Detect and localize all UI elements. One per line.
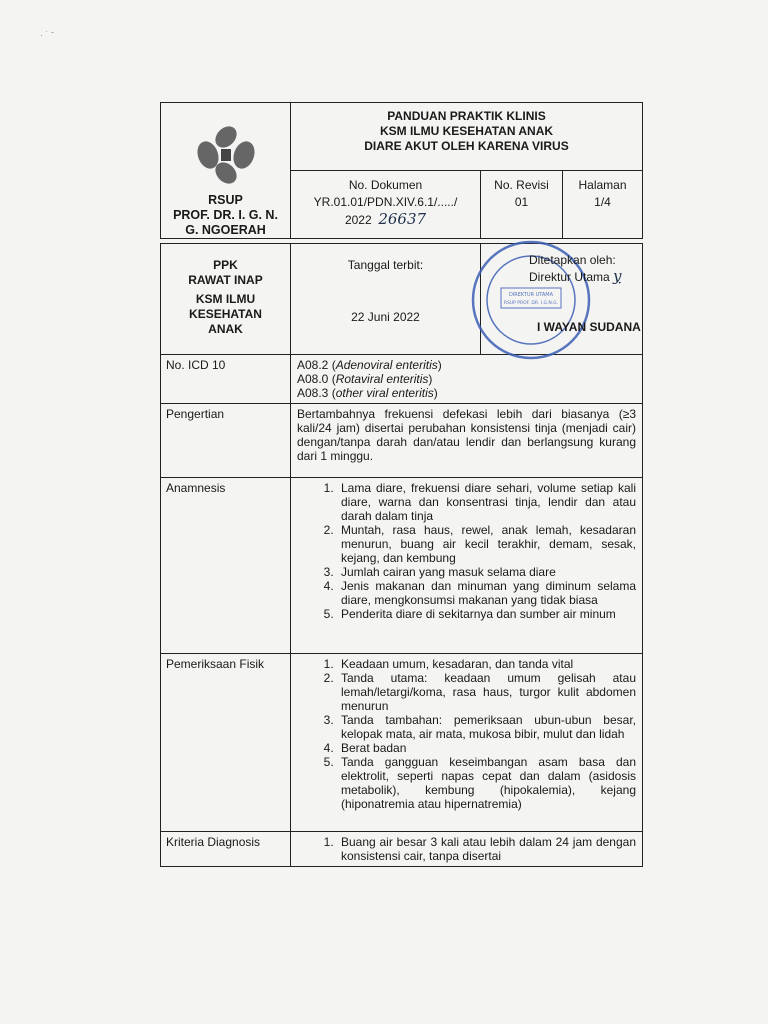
physical-exam-list xyxy=(297,657,636,811)
anamnesis-list-cell xyxy=(291,478,643,654)
hospital-name: RSUP PROF. DR. I. G. N. G. NGOERAH xyxy=(173,193,278,237)
icd-label: No. ICD 10 xyxy=(161,355,291,404)
svg-text:DIREKTUR UTAMA: DIREKTUR UTAMA xyxy=(508,292,554,298)
document-number-cell xyxy=(291,171,481,239)
list-item: 1. Keadaan umum, kesadaran, dan tanda vital xyxy=(337,657,636,671)
doc-number-label: No. Dokumen xyxy=(348,178,423,192)
icd-code-item: A08.3 (other viral enteritis) xyxy=(297,386,438,400)
kemenkes-logo-icon xyxy=(188,125,264,185)
list-item: 2. Tanda utama: keadaan umum gelisah atau lemah/letargi/koma, rasa haus, turgor kulit abdomen menurun xyxy=(337,671,636,713)
doc-year: 2022 xyxy=(344,213,372,227)
page-value: 1/4 xyxy=(594,195,611,209)
revision-label: No. Revisi xyxy=(494,178,549,192)
issue-date-label: Tanggal terbit: xyxy=(347,258,424,272)
list-item: 4. Berat badan xyxy=(337,741,636,755)
approval-text: Ditetapkan oleh: Direktur Utama ỵ xyxy=(529,253,622,285)
list-item: 5. Tanda gangguan keseimbangan asam basa dan elektrolit, seperti napas cepat dan dalam (asidosis metabolik), kembung (hipokalemia), kejang (hiponatremia atau hipernatremia) xyxy=(337,755,636,811)
list-item: 2. Muntah, rasa haus, rewel, anak lemah, kesadaran menurun, buang air kecil terakhir, demam, sesak, kejang, dan kembung xyxy=(337,523,636,565)
document-title: PANDUAN PRAKTIK KLINIS KSM ILMU KESEHATAN ANAK DIARE AKUT OLEH KARENA VIRUS xyxy=(291,103,643,171)
document-header-table xyxy=(160,102,643,239)
anamnesis-list xyxy=(297,481,636,621)
diagnosis-criteria-list xyxy=(297,835,636,863)
diagnosis-criteria-label: Kriteria Diagnosis xyxy=(161,832,291,867)
anamnesis-label: Anamnesis xyxy=(161,478,291,654)
approved-by-label: Ditetapkan oleh: xyxy=(529,253,616,267)
list-item: 1. Lama diare, frekuensi diare sehari, volume setiap kali diare, warna dan konsentrasi tinja, lendir dan atau darah dalam tinja xyxy=(337,481,636,523)
hospital-identity-cell xyxy=(161,103,291,239)
page-label: Halaman xyxy=(578,178,627,192)
svg-text:RSUP PROF. DR. I.G.N.G.: RSUP PROF. DR. I.G.N.G. xyxy=(503,301,559,306)
list-item: 3. Jumlah cairan yang masuk selama diare xyxy=(337,565,636,579)
list-item: 5. Penderita diare di sekitarnya dan sumber air minum xyxy=(337,607,636,621)
diagnosis-criteria-cell xyxy=(291,832,643,867)
physical-exam-list-cell xyxy=(291,654,643,832)
revision-value: 01 xyxy=(514,195,529,209)
list-item: 4. Jenis makanan dan minuman yang diminum selama diare, mengkonsumsi makanan yang tidak biasa xyxy=(337,579,636,607)
issue-date-cell xyxy=(291,244,481,355)
director-title: Direktur Utama xyxy=(529,270,610,284)
list-item: 1. Buang air besar 3 kali atau lebih dalam 24 jam dengan konsistensi cair, tanpa disertai xyxy=(337,835,636,863)
physical-exam-label: Pemeriksaan Fisik xyxy=(161,654,291,832)
ppk-unit-cell: PPK RAWAT INAP KSM ILMU KESEHATAN ANAK xyxy=(161,244,291,355)
clinical-guideline-document xyxy=(160,102,642,867)
definition-label: Pengertian xyxy=(161,404,291,478)
icd-code-item: A08.2 (Adenoviral enteritis) xyxy=(297,358,442,372)
issue-date-value: 22 Juni 2022 xyxy=(351,310,420,324)
ppk-table xyxy=(160,243,643,867)
revision-cell xyxy=(481,171,563,239)
handwritten-number: 26637 xyxy=(378,210,427,228)
doc-number-value: YR.01.01/PDN.XIV.6.1/...../ xyxy=(313,195,458,209)
list-item: 3. Tanda tambahan: pemeriksaan ubun-ubun besar, kelopak mata, air mata, mukosa bibir, mulut dan lidah xyxy=(337,713,636,741)
approval-cell xyxy=(481,244,643,355)
definition-text: Bertambahnya frekuensi defekasi lebih dari biasanya (≥3 kali/24 jam) disertai perubahan konsistensi tinja (menjadi cair) dengan/tanpa darah dan/atau lendir dan berlangsung kurang dari 1 minggu. xyxy=(291,404,643,478)
director-name: I WAYAN SUDANA xyxy=(537,320,641,334)
icd-code-item: A08.0 (Rotaviral enteritis) xyxy=(297,372,433,386)
scan-speck: · ˙ ˉ xyxy=(40,30,54,40)
page-cell xyxy=(563,171,643,239)
